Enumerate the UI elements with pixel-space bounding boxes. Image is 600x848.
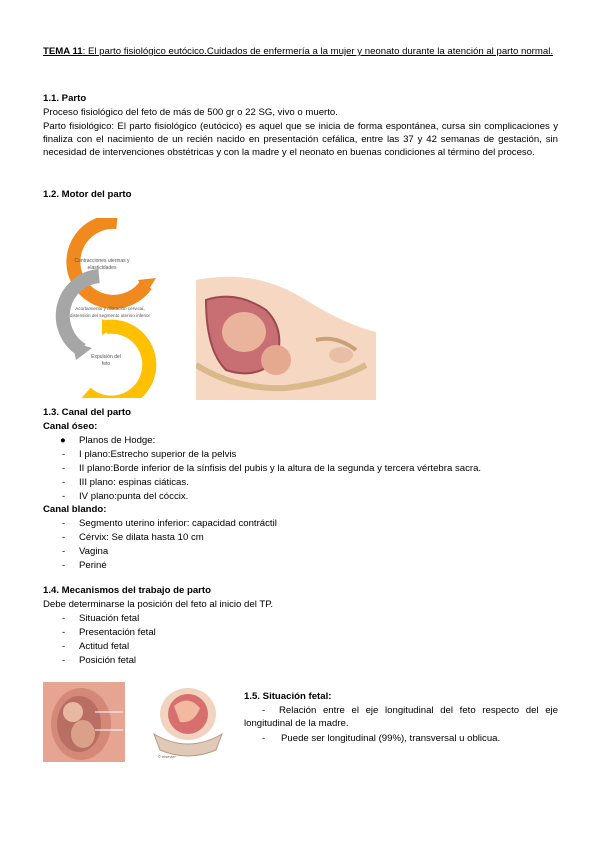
bullet-dash: - (62, 655, 66, 666)
situacion-item-2: Puede ser longitudinal (99%), transversal u oblicua. (281, 733, 501, 744)
oseo-item-4: IV plano:punta del cóccix. (79, 491, 189, 502)
fetus-photo (43, 682, 125, 762)
bullet-dash: - (62, 463, 66, 474)
mechanism-item-3: Posición fetal (79, 655, 137, 666)
bullet-dash: - (62, 518, 66, 529)
canal-blando-label: Canal blando: (43, 504, 107, 515)
cycle-label-3: Expulsión del (91, 354, 121, 360)
bullet-dash: - (62, 449, 66, 460)
section-1-5-heading: 1.5. Situación fetal: (244, 691, 332, 702)
bullet-dash: - (62, 477, 66, 488)
oseo-item-2: II plano:Borde inferior de la sínfisis del pubis y la altura de la segunda y tercera vértebra sacra. (79, 463, 482, 474)
blando-item-1: Cérvix: Se dilata hasta 10 cm (79, 532, 204, 543)
blando-item-3: Periné (79, 560, 107, 571)
mechanism-item-1: Presentación fetal (79, 627, 156, 638)
oseo-item-1: I plano:Estrecho superior de la pelvis (79, 449, 237, 460)
situacion-item-1-text: Relación entre el eje longitudinal del feto respecto del eje longitudinal de la madre. (244, 705, 558, 729)
bullet-dot: ● (60, 435, 66, 446)
pelvis-diagram (144, 684, 232, 762)
cycle-label-3b: feto (101, 361, 111, 367)
mechanism-item-2: Actitud fetal (79, 641, 130, 652)
section-1-1-heading: 1.1. Parto (43, 93, 87, 104)
bullet-dash: - (62, 613, 66, 624)
section-1-1-paragraph: Parto fisiológico: El parto fisiológico (eutócico) es aquel que se inicia de forma espontánea, cursa sin complicaciones y finaliza con el nacimiento de un recién nacido en presentación cefálica, entre las 37 y 42 semanas de gestación, sin necesidad de intervenciones obstétricas y con la madre y el neonato en buenas condiciones al término del proceso. (43, 121, 558, 158)
bullet-dash: - (262, 733, 266, 744)
title-rest: : El parto fisiológico eutócico.Cuidados de enfermería a la mujer y neonato durante la atención al parto normal. (82, 46, 554, 57)
mechanism-item-0: Situación fetal (79, 613, 140, 624)
bullet-dash: - (62, 641, 66, 652)
bullet-dash: - (62, 627, 66, 638)
bullet-dash: - (62, 546, 66, 557)
title-prefix: TEMA 11 (43, 46, 83, 57)
section-1-1-line1: Proceso fisiológico del feto de más de 500 gr o 22 SG, vivo o muerto. (43, 107, 338, 118)
cycle-label-1: Contracciones uterinas y (74, 258, 130, 264)
page-title (43, 44, 558, 59)
situacion-item-1 (244, 704, 558, 730)
section-1-3-heading: 1.3. Canal del parto (43, 407, 131, 418)
blando-item-0: Segmento uterino inferior: capacidad contráctil (79, 518, 277, 529)
oseo-item-3: III plano: espinas ciáticas. (79, 477, 189, 488)
section-1-2-heading: 1.2. Motor del parto (43, 189, 132, 200)
section-1-4-intro: Debe determinarse la posición del feto al inicio del TP. (43, 599, 274, 610)
bullet-dash: - (62, 532, 66, 543)
bullet-dash: - (62, 491, 66, 502)
bullet-dash: - (262, 705, 266, 716)
pelvis-caption: © elsevier (158, 754, 176, 759)
birth-illustration (196, 270, 376, 400)
blando-item-2: Vagina (79, 546, 109, 557)
motor-cycle-diagram (42, 218, 157, 398)
oseo-item-0: Planos de Hodge: (79, 435, 156, 446)
section-1-4-heading: 1.4. Mecanismos del trabajo de parto (43, 585, 211, 596)
canal-oseo-label: Canal óseo: (43, 421, 98, 432)
cycle-label-2b: distensión del segmento uterino inferior (69, 313, 151, 318)
cycle-label-2: Acortamiento y dilatación cervical, (75, 306, 145, 311)
bullet-dash: - (62, 560, 66, 571)
cycle-label-1b: elasticidades (87, 265, 117, 271)
